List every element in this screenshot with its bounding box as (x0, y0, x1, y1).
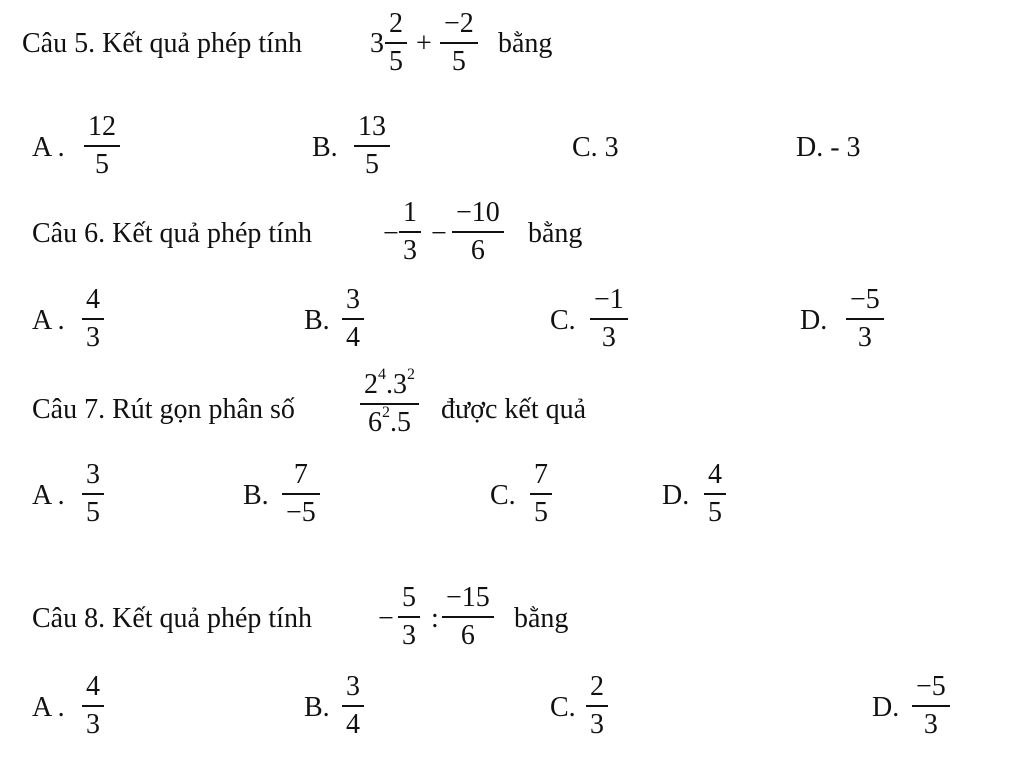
fraction-bar (84, 145, 120, 147)
q5-option-b-label[interactable]: B. (312, 132, 338, 163)
fraction-bar (530, 493, 552, 495)
denominator: 3 (923, 709, 938, 740)
fraction-bar (912, 705, 950, 707)
q6-option-d-fraction (846, 286, 884, 352)
question-5-text: Câu 5. Kết quả phép tính (22, 28, 302, 59)
exponent: 4 (378, 366, 386, 383)
fraction-bar (82, 705, 104, 707)
q6-option-c-fraction (590, 286, 628, 352)
q7-option-b-label[interactable]: B. (243, 480, 269, 511)
q7-option-b-fraction (282, 461, 320, 527)
q7-option-c-fraction (530, 461, 552, 527)
base: 2 (364, 369, 378, 400)
fraction-bar (385, 42, 407, 44)
numerator: 3 (346, 284, 360, 315)
q8-minus-sign: − (378, 603, 394, 634)
numerator: 4 (86, 671, 100, 702)
q5-whole-number: 3 (370, 28, 384, 59)
q8-option-b-label[interactable]: B. (304, 692, 330, 723)
base: .5 (390, 407, 411, 438)
q7-option-d-label[interactable]: D. (662, 480, 690, 511)
q7-tail-text: được kết quả (441, 394, 587, 425)
base: .3 (386, 369, 407, 400)
numerator: 5 (402, 582, 416, 613)
q8-fraction-2 (442, 584, 494, 650)
denominator: 3 (403, 235, 417, 266)
q6-fraction-1 (399, 199, 421, 265)
fraction-bar (282, 493, 320, 495)
numerator: 12 (88, 111, 116, 142)
q5-option-c[interactable]: C. 3 (572, 132, 619, 163)
denominator: 6 (460, 620, 475, 651)
q5-f2-denominator: 5 (451, 46, 466, 77)
denominator: 5 (534, 497, 548, 528)
q5-option-b-fraction (354, 113, 390, 179)
exponent: 2 (382, 404, 390, 421)
numerator: 7 (293, 459, 308, 490)
numerator: −1 (594, 284, 624, 315)
q5-plus-sign: + (416, 28, 432, 59)
q6-option-b-fraction (342, 286, 364, 352)
exponent: 2 (407, 366, 415, 383)
q5-fraction-2 (440, 10, 478, 76)
q5-f1-numerator: 2 (389, 8, 403, 39)
fraction-bar (586, 705, 608, 707)
q8-option-b-fraction (342, 673, 364, 739)
fraction-bar (704, 493, 726, 495)
q7-option-a-label[interactable]: A . (32, 480, 65, 511)
numerator: 4 (86, 284, 100, 315)
numerator: −5 (850, 284, 880, 315)
denominator: 5 (86, 497, 100, 528)
denominator: 4 (346, 709, 360, 740)
fraction-bar (82, 493, 104, 495)
numerator: −15 (446, 582, 490, 613)
denominator: 5 (708, 497, 722, 528)
q5-f2-numerator: −2 (444, 8, 474, 39)
numerator: 3 (86, 459, 100, 490)
q6-option-c-label[interactable]: C. (550, 305, 576, 336)
q5-tail-text: bằng (498, 28, 553, 59)
fraction-bar (440, 42, 478, 44)
q5-fraction-1 (385, 10, 407, 76)
q8-option-a-fraction (82, 673, 104, 739)
q8-colon: : (431, 603, 439, 634)
denominator: 3 (590, 709, 604, 740)
question-8-text: Câu 8. Kết quả phép tính (32, 603, 312, 634)
q8-option-c-label[interactable]: C. (550, 692, 576, 723)
denominator: 3 (601, 322, 616, 353)
fraction-bar (442, 616, 494, 618)
denominator: 5 (365, 149, 379, 180)
denominator: 3 (86, 322, 100, 353)
fraction-bar (452, 231, 504, 233)
q7-option-a-fraction (82, 461, 104, 527)
denominator: 3 (857, 322, 872, 353)
numerator: 2 (590, 671, 604, 702)
q5-option-a-label[interactable]: A . (32, 132, 65, 163)
q8-option-d-label[interactable]: D. (872, 692, 900, 723)
q6-minus-sign: − (383, 218, 399, 249)
fraction-bar (399, 231, 421, 233)
fraction-bar (354, 145, 390, 147)
q5-f1-denominator: 5 (389, 46, 403, 77)
fraction-bar (82, 318, 104, 320)
numerator: 7 (534, 459, 548, 490)
denominator: 6 (470, 235, 485, 266)
q5-option-d[interactable]: D. - 3 (796, 132, 861, 163)
q6-fraction-2 (452, 199, 504, 265)
q8-option-d-fraction (912, 673, 950, 739)
fraction-bar (590, 318, 628, 320)
numerator: 1 (403, 197, 417, 228)
q7-option-c-label[interactable]: C. (490, 480, 516, 511)
q6-option-d-label[interactable]: D. (800, 305, 828, 336)
fraction-bar (846, 318, 884, 320)
numerator: 13 (358, 111, 386, 142)
q7-fraction (360, 366, 419, 438)
denominator: 4 (346, 322, 360, 353)
q6-option-b-label[interactable]: B. (304, 305, 330, 336)
fraction-bar (398, 616, 420, 618)
q7-option-d-fraction (704, 461, 726, 527)
numerator: 4 (708, 459, 722, 490)
q6-option-a-fraction (82, 286, 104, 352)
denominator: 3 (402, 620, 416, 651)
denominator: −5 (286, 497, 316, 528)
q8-option-c-fraction (586, 673, 608, 739)
numerator: 3 (346, 671, 360, 702)
q6-minus-sign-2: − (431, 218, 447, 249)
q6-option-a-label[interactable]: A . (32, 305, 65, 336)
base: 6 (368, 407, 382, 438)
q5-option-a-fraction (84, 113, 120, 179)
q7-denominator (360, 404, 419, 438)
q6-tail-text: bằng (528, 218, 583, 249)
question-7-text: Câu 7. Rút gọn phân số (32, 394, 295, 425)
q8-fraction-1 (398, 584, 420, 650)
numerator: −5 (916, 671, 946, 702)
numerator: −10 (456, 197, 500, 228)
fraction-bar (342, 318, 364, 320)
q8-tail-text: bằng (514, 603, 569, 634)
fraction-bar (342, 705, 364, 707)
denominator: 3 (86, 709, 100, 740)
denominator: 5 (95, 149, 109, 180)
question-6-text: Câu 6. Kết quả phép tính (32, 218, 312, 249)
q7-numerator (360, 366, 419, 400)
q8-option-a-label[interactable]: A . (32, 692, 65, 723)
